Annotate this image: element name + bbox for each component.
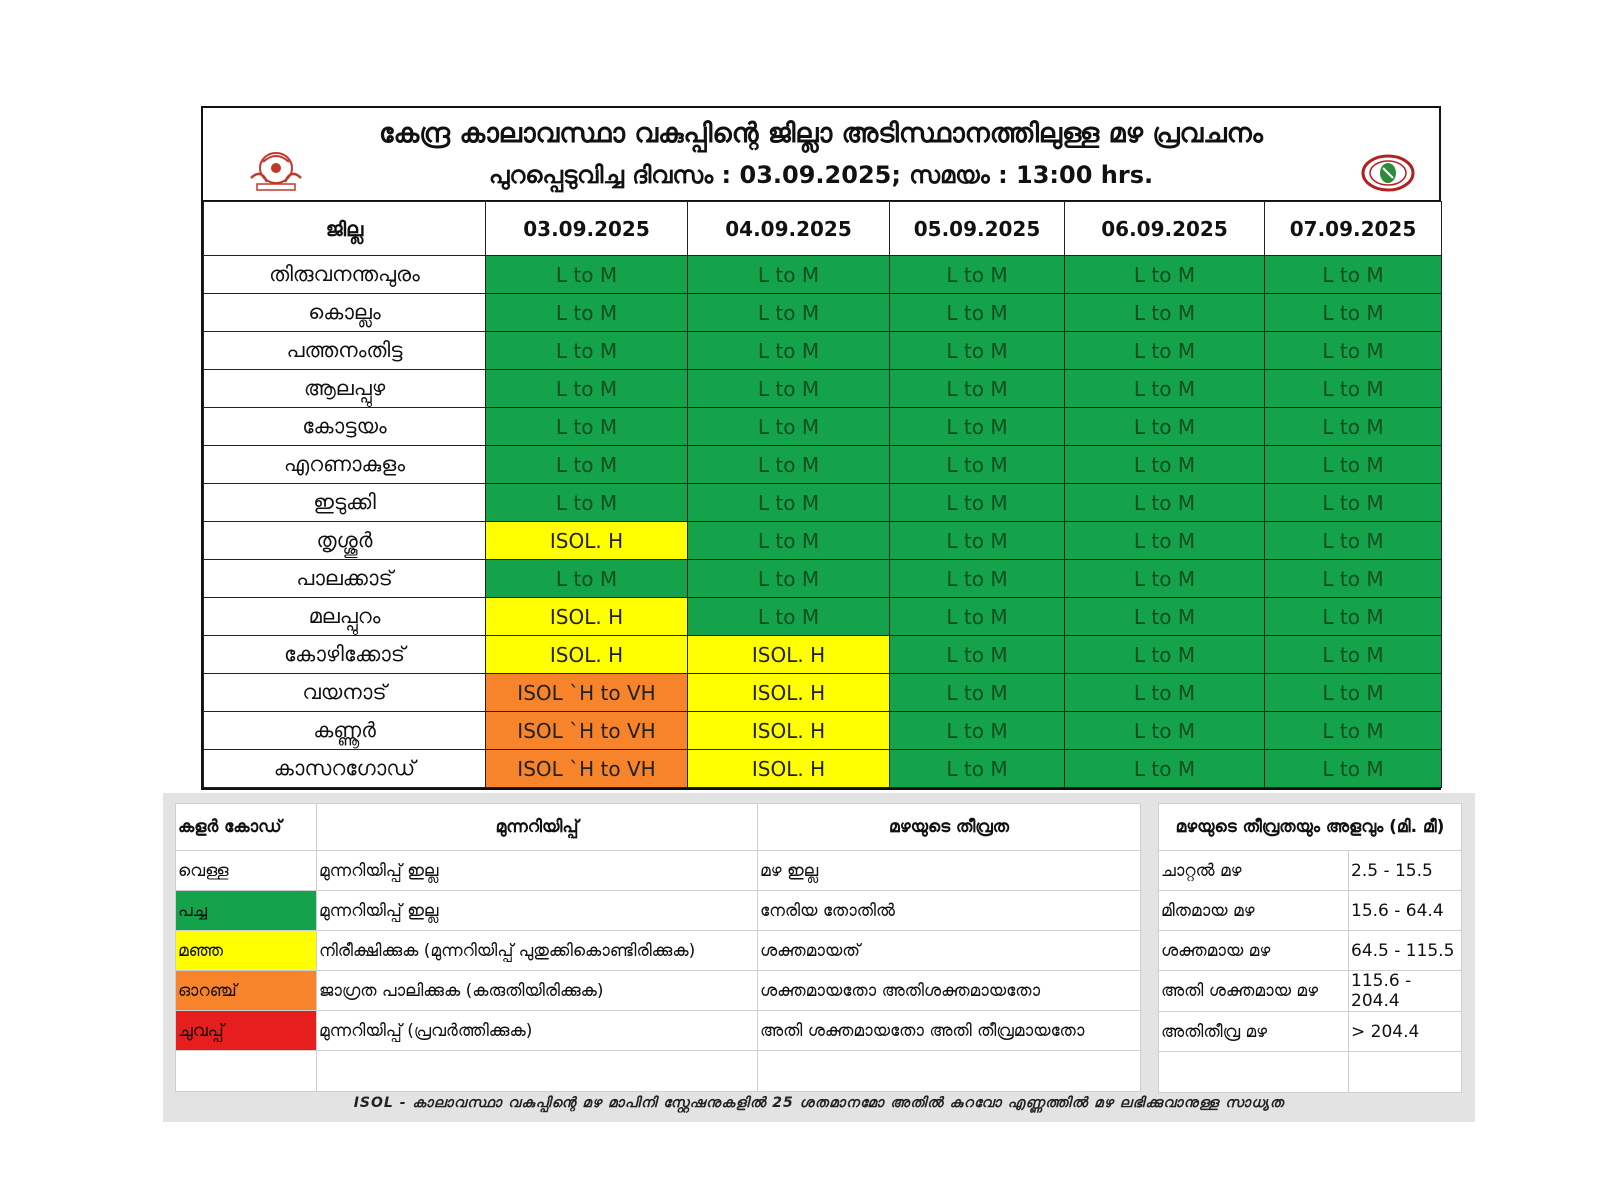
forecast-cell: L to M — [1065, 712, 1265, 750]
forecast-cell: L to M — [1265, 370, 1442, 408]
forecast-cell: L to M — [1065, 484, 1265, 522]
color-swatch: ചുവപ്പ് — [176, 1011, 317, 1051]
rain-range: 2.5 - 15.5 — [1349, 851, 1462, 891]
district-name: കോട്ടയം — [204, 408, 486, 446]
forecast-table — [201, 106, 1441, 790]
imd-logo-icon — [1361, 154, 1415, 192]
date-header: 04.09.2025 — [688, 202, 890, 256]
forecast-cell: L to M — [1065, 522, 1265, 560]
amount-row — [1159, 971, 1462, 1012]
forecast-cell: ISOL. H — [486, 522, 688, 560]
legend-panel — [163, 793, 1475, 1122]
table-row — [204, 370, 1442, 408]
forecast-cell: L to M — [486, 294, 688, 332]
intensity-header: മഴയുടെ തീവ്രത — [758, 804, 1141, 851]
forecast-cell: L to M — [890, 522, 1065, 560]
warning-text: മുന്നറിയിപ്പ് (പ്രവർത്തിക്കുക) — [317, 1011, 758, 1051]
table-row — [204, 560, 1442, 598]
date-header: 07.09.2025 — [1265, 202, 1442, 256]
table-row — [204, 332, 1442, 370]
warning-text: മുന്നറിയിപ്പ് ഇല്ല — [317, 891, 758, 931]
forecast-cell: L to M — [890, 636, 1065, 674]
amount-header-row — [1159, 804, 1462, 851]
forecast-cell: L to M — [1065, 446, 1265, 484]
forecast-cell: ISOL `H to VH — [486, 750, 688, 788]
district-name: കോഴിക്കോട് — [204, 636, 486, 674]
table-row — [204, 256, 1442, 294]
rain-category: മിതമായ മഴ — [1159, 891, 1349, 931]
forecast-cell: L to M — [486, 256, 688, 294]
amount-empty-row — [1159, 1052, 1462, 1093]
forecast-cell: L to M — [688, 294, 890, 332]
legend-empty-row — [176, 1051, 1141, 1092]
forecast-cell: L to M — [1065, 408, 1265, 446]
table-row — [204, 674, 1442, 712]
rain-range: 115.6 - 204.4 — [1349, 971, 1462, 1012]
forecast-cell: L to M — [688, 332, 890, 370]
date-header: 06.09.2025 — [1065, 202, 1265, 256]
forecast-cell: L to M — [688, 408, 890, 446]
header-row — [204, 202, 1442, 256]
forecast-cell: L to M — [1265, 560, 1442, 598]
district-name: ഇടുക്കി — [204, 484, 486, 522]
forecast-cell: L to M — [1065, 560, 1265, 598]
forecast-cell: L to M — [688, 522, 890, 560]
color-swatch: മഞ്ഞ — [176, 931, 317, 971]
warning-text: നിരീക്ഷിക്കുക (മുന്നറിയിപ്പ് പുതുക്കികൊണ്ടിരിക്കുക) — [317, 931, 758, 971]
intensity-text: ശക്തമായതോ അതിശക്തമായതോ — [758, 971, 1141, 1011]
intensity-text: അതി ശക്തമായതോ അതി തീവ്രമായതോ — [758, 1011, 1141, 1051]
forecast-cell: L to M — [486, 370, 688, 408]
forecast-cell: L to M — [1065, 256, 1265, 294]
district-name: കണ്ണൂർ — [204, 712, 486, 750]
forecast-cell: L to M — [1265, 598, 1442, 636]
forecast-cell: L to M — [890, 370, 1065, 408]
date-header: 03.09.2025 — [486, 202, 688, 256]
warning-header: മുന്നറിയിപ്പ് — [317, 804, 758, 851]
rain-category: ശക്തമായ മഴ — [1159, 931, 1349, 971]
intensity-text: ശക്തമായത് — [758, 931, 1141, 971]
forecast-cell: L to M — [890, 712, 1065, 750]
forecast-cell: L to M — [688, 598, 890, 636]
district-header: ജില്ല — [204, 202, 486, 256]
district-name: പാലക്കാട് — [204, 560, 486, 598]
district-name: തൃശ്ശൂർ — [204, 522, 486, 560]
color-swatch: പച്ച — [176, 891, 317, 931]
forecast-cell: L to M — [890, 332, 1065, 370]
forecast-cell: L to M — [890, 598, 1065, 636]
forecast-cell: L to M — [890, 294, 1065, 332]
district-name: മലപ്പുറം — [204, 598, 486, 636]
forecast-cell: L to M — [890, 256, 1065, 294]
forecast-cell: L to M — [688, 484, 890, 522]
intensity-text: നേരിയ തോതിൽ — [758, 891, 1141, 931]
table-row — [204, 636, 1442, 674]
forecast-cell: L to M — [486, 408, 688, 446]
table-row — [204, 446, 1442, 484]
warning-text: മുന്നറിയിപ്പ് ഇല്ല — [317, 851, 758, 891]
forecast-cell: ISOL. H — [486, 598, 688, 636]
rain-range: > 204.4 — [1349, 1012, 1462, 1052]
rain-category: അതിതീവ്ര മഴ — [1159, 1012, 1349, 1052]
issued-datetime: പുറപ്പെടുവിച്ച ദിവസം : 03.09.2025; സമയം : 13:00 hrs. — [488, 161, 1154, 189]
forecast-cell: L to M — [1265, 332, 1442, 370]
footnote: ISOL - കാലാവസ്ഥാ വകുപ്പിന്റെ മഴ മാപിനി സ്റ്റേഷനുകളിൽ 25 ശതമാനമോ അതിൽ കുറവോ എണ്ണത്തിൽ മഴ ലഭിക്കുവാനുള്ള സാധ്യത — [353, 1095, 1285, 1111]
forecast-cell: L to M — [688, 446, 890, 484]
table-row — [204, 750, 1442, 788]
forecast-cell: L to M — [1265, 750, 1442, 788]
forecast-cell: ISOL. H — [688, 674, 890, 712]
district-name: വയനാട് — [204, 674, 486, 712]
table-row — [204, 294, 1442, 332]
title-box — [203, 108, 1439, 201]
amount-row — [1159, 931, 1462, 971]
forecast-cell: L to M — [1265, 294, 1442, 332]
legend-row — [176, 971, 1141, 1011]
forecast-cell: ISOL. H — [486, 636, 688, 674]
legend-row — [176, 931, 1141, 971]
forecast-cell: L to M — [1265, 484, 1442, 522]
amount-header: മഴയുടെ തീവ്രതയും അളവും (മി. മീ) — [1159, 804, 1462, 851]
forecast-cell: L to M — [890, 560, 1065, 598]
district-name: എറണാകുളം — [204, 446, 486, 484]
forecast-cell: L to M — [688, 560, 890, 598]
district-name: കാസറഗോഡ് — [204, 750, 486, 788]
rainfall-amount-legend — [1158, 803, 1462, 1093]
forecast-cell: L to M — [1065, 750, 1265, 788]
amount-row — [1159, 891, 1462, 931]
legend-row — [176, 1011, 1141, 1051]
district-name: കൊല്ലം — [204, 294, 486, 332]
amount-row — [1159, 851, 1462, 891]
date-header: 05.09.2025 — [890, 202, 1065, 256]
forecast-cell: ISOL. H — [688, 750, 890, 788]
forecast-cell: L to M — [1265, 446, 1442, 484]
legend-row — [176, 851, 1141, 891]
color-swatch: വെള്ള — [176, 851, 317, 891]
forecast-cell: L to M — [1065, 636, 1265, 674]
forecast-cell: L to M — [486, 560, 688, 598]
page-title: കേന്ദ്ര കാലാവസ്ഥാ വകുപ്പിന്റെ ജില്ലാ അടിസ്ഥാനത്തിലുള്ള മഴ പ്രവചനം — [379, 118, 1263, 149]
intensity-text: മഴ ഇല്ല — [758, 851, 1141, 891]
forecast-cell: L to M — [1265, 636, 1442, 674]
district-name: തിരുവനന്തപുരം — [204, 256, 486, 294]
forecast-cell: L to M — [890, 484, 1065, 522]
forecast-cell: ISOL `H to VH — [486, 674, 688, 712]
table-row — [204, 598, 1442, 636]
warning-text: ജാഗ്രത പാലിക്കുക (കരുതിയിരിക്കുക) — [317, 971, 758, 1011]
forecast-cell: L to M — [1065, 674, 1265, 712]
forecast-cell: L to M — [688, 256, 890, 294]
forecast-cell: L to M — [1065, 370, 1265, 408]
color-swatch: ഓറഞ്ച് — [176, 971, 317, 1011]
forecast-cell: L to M — [486, 332, 688, 370]
legend-header-row — [176, 804, 1141, 851]
table-row — [204, 408, 1442, 446]
district-name: പത്തനംതിട്ട — [204, 332, 486, 370]
color-code-legend — [175, 803, 1141, 1092]
forecast-cell: L to M — [1065, 598, 1265, 636]
forecast-cell: L to M — [688, 370, 890, 408]
legend-row — [176, 891, 1141, 931]
table-row — [204, 522, 1442, 560]
forecast-cell: L to M — [1265, 674, 1442, 712]
table-row — [204, 484, 1442, 522]
forecast-cell: L to M — [890, 674, 1065, 712]
forecast-cell: L to M — [486, 446, 688, 484]
forecast-cell: L to M — [1065, 294, 1265, 332]
amount-row — [1159, 1012, 1462, 1052]
rain-category: അതി ശക്തമായ മഴ — [1159, 971, 1349, 1012]
forecast-cell: L to M — [890, 408, 1065, 446]
rain-range: 15.6 - 64.4 — [1349, 891, 1462, 931]
forecast-cell: L to M — [486, 484, 688, 522]
table-row — [204, 712, 1442, 750]
district-name: ആലപ്പുഴ — [204, 370, 486, 408]
rain-range: 64.5 - 115.5 — [1349, 931, 1462, 971]
forecast-cell: L to M — [1265, 522, 1442, 560]
forecast-cell: L to M — [890, 750, 1065, 788]
forecast-cell: L to M — [1265, 256, 1442, 294]
forecast-cell: ISOL. H — [688, 636, 890, 674]
color-code-header: കളർ കോഡ് — [176, 804, 317, 851]
forecast-cell: L to M — [890, 446, 1065, 484]
forecast-cell: ISOL `H to VH — [486, 712, 688, 750]
rain-category: ചാറ്റൽ മഴ — [1159, 851, 1349, 891]
forecast-cell: ISOL. H — [688, 712, 890, 750]
forecast-grid — [203, 201, 1442, 788]
forecast-cell: L to M — [1065, 332, 1265, 370]
forecast-cell: L to M — [1265, 408, 1442, 446]
forecast-cell: L to M — [1265, 712, 1442, 750]
